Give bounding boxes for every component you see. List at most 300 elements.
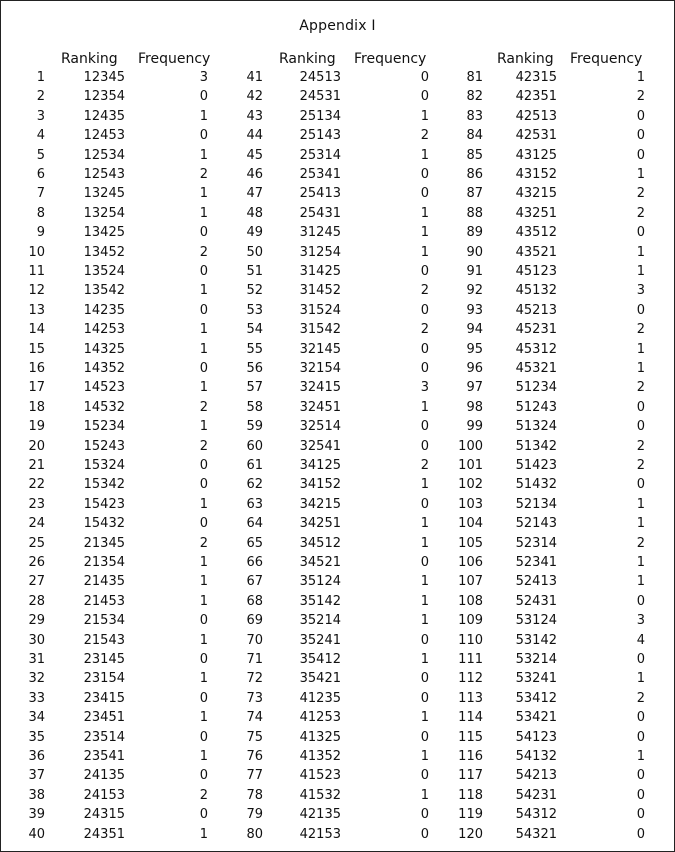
frequency-value: 1 — [636, 671, 645, 687]
frequency-header: Frequency — [354, 51, 427, 67]
frequency-value: 0 — [199, 652, 208, 667]
ranking-value: 54123 — [515, 729, 557, 745]
row-index: 33 — [28, 690, 45, 706]
row-index: 16 — [28, 361, 45, 376]
frequency-value: 0 — [199, 128, 208, 144]
row-index: 90 — [466, 244, 483, 260]
frequency-value: 1 — [420, 749, 429, 764]
ranking-value: 42531 — [515, 128, 557, 144]
ranking-value: 12354 — [83, 89, 125, 105]
frequency-value: 1 — [199, 283, 208, 299]
ranking-value: 35142 — [299, 593, 341, 609]
frequency-value: 0 — [420, 341, 429, 357]
frequency-value: 1 — [199, 632, 208, 648]
frequency-value: 0 — [420, 826, 429, 842]
ranking-value: 21435 — [83, 574, 125, 590]
row-index: 119 — [458, 807, 483, 823]
frequency-value: 1 — [636, 167, 645, 182]
frequency-value: 2 — [636, 690, 645, 706]
row-index: 109 — [458, 613, 483, 629]
frequency-value: 0 — [636, 729, 645, 745]
ranking-value: 45213 — [515, 302, 557, 318]
frequency-value: 0 — [420, 438, 429, 454]
frequency-value: 1 — [420, 710, 429, 726]
frequency-value: 1 — [636, 264, 645, 279]
row-index: 107 — [458, 574, 483, 590]
frequency-value: 1 — [199, 341, 208, 357]
ranking-value: 12534 — [83, 147, 125, 163]
row-index: 11 — [28, 264, 45, 279]
ranking-value: 12453 — [83, 128, 125, 144]
ranking-value: 32451 — [299, 399, 341, 415]
ranking-value: 14235 — [83, 302, 125, 318]
row-index: 58 — [246, 399, 263, 415]
row-index: 45 — [246, 147, 263, 163]
ranking-value: 15432 — [83, 516, 125, 532]
frequency-value: 0 — [420, 186, 429, 202]
frequency-value: 3 — [199, 70, 208, 85]
row-index: 24 — [28, 516, 45, 532]
ranking-value: 51234 — [515, 380, 557, 396]
frequency-value: 1 — [199, 671, 208, 687]
row-index: 20 — [28, 438, 45, 454]
frequency-value: 0 — [199, 302, 208, 318]
ranking-value: 25134 — [299, 108, 341, 124]
frequency-value: 3 — [636, 283, 645, 299]
ranking-value: 32154 — [299, 361, 341, 376]
frequency-value: 0 — [420, 807, 429, 823]
frequency-value: 0 — [636, 768, 645, 784]
row-index: 56 — [246, 361, 263, 376]
row-index: 50 — [246, 244, 263, 260]
frequency-value: 0 — [199, 264, 208, 279]
ranking-value: 53124 — [515, 613, 557, 629]
row-index: 100 — [458, 438, 483, 454]
ranking-value: 41253 — [299, 710, 341, 726]
frequency-value: 1 — [199, 593, 208, 609]
frequency-value: 1 — [420, 108, 429, 124]
ranking-value: 15243 — [83, 438, 125, 454]
row-index: 13 — [28, 302, 45, 318]
ranking-value: 41235 — [299, 690, 341, 706]
ranking-value: 15234 — [83, 419, 125, 435]
row-index: 70 — [246, 632, 263, 648]
row-index: 114 — [458, 710, 483, 726]
frequency-value: 0 — [420, 555, 429, 570]
ranking-value: 54231 — [515, 787, 557, 803]
row-index: 97 — [466, 380, 483, 396]
frequency-value: 0 — [636, 108, 645, 124]
ranking-value: 54312 — [515, 807, 557, 823]
frequency-value: 0 — [420, 264, 429, 279]
frequency-value: 2 — [420, 322, 429, 338]
row-index: 37 — [28, 768, 45, 784]
ranking-value: 35412 — [299, 652, 341, 667]
ranking-value: 41532 — [299, 787, 341, 803]
row-index: 30 — [28, 632, 45, 648]
frequency-value: 0 — [420, 496, 429, 512]
row-index: 27 — [28, 574, 45, 590]
ranking-value: 21453 — [83, 593, 125, 609]
frequency-value: 2 — [199, 167, 208, 182]
frequency-value: 3 — [636, 613, 645, 629]
frequency-value: 0 — [199, 516, 208, 532]
row-index: 48 — [246, 205, 263, 221]
row-index: 10 — [28, 244, 45, 260]
frequency-value: 0 — [420, 302, 429, 318]
ranking-value: 23145 — [83, 652, 125, 667]
row-index: 103 — [458, 496, 483, 512]
row-index: 22 — [28, 477, 45, 493]
row-index: 66 — [246, 555, 263, 570]
row-index: 34 — [28, 710, 45, 726]
row-index: 99 — [466, 419, 483, 435]
row-index: 15 — [28, 341, 45, 357]
frequency-value: 2 — [199, 244, 208, 260]
frequency-value: 1 — [636, 555, 645, 570]
ranking-value: 54213 — [515, 768, 557, 784]
row-index: 2 — [36, 89, 45, 105]
row-index: 120 — [458, 826, 483, 842]
row-index: 73 — [246, 690, 263, 706]
frequency-value: 2 — [420, 128, 429, 144]
row-index: 1 — [36, 70, 45, 85]
frequency-value: 1 — [420, 535, 429, 551]
frequency-value: 0 — [636, 652, 645, 667]
ranking-value: 32541 — [299, 438, 341, 454]
ranking-value: 35124 — [299, 574, 341, 590]
frequency-value: 0 — [420, 632, 429, 648]
ranking-value: 45231 — [515, 322, 557, 338]
row-index: 41 — [246, 70, 263, 85]
row-index: 18 — [28, 399, 45, 415]
ranking-value: 45321 — [515, 361, 557, 376]
frequency-value: 1 — [199, 205, 208, 221]
row-index: 80 — [246, 826, 263, 842]
row-index: 26 — [28, 555, 45, 570]
row-index: 106 — [458, 555, 483, 570]
ranking-value: 32514 — [299, 419, 341, 435]
ranking-value: 24351 — [83, 826, 125, 842]
ranking-value: 21534 — [83, 613, 125, 629]
ranking-value: 31542 — [299, 322, 341, 338]
row-index: 91 — [466, 264, 483, 279]
frequency-value: 1 — [636, 341, 645, 357]
row-index: 68 — [246, 593, 263, 609]
frequency-value: 1 — [420, 516, 429, 532]
ranking-value: 32145 — [299, 341, 341, 357]
frequency-value: 0 — [420, 89, 429, 105]
row-index: 8 — [36, 205, 45, 221]
row-index: 28 — [28, 593, 45, 609]
row-index: 49 — [246, 225, 263, 241]
ranking-value: 14352 — [83, 361, 125, 376]
row-index: 79 — [246, 807, 263, 823]
frequency-value: 2 — [636, 535, 645, 551]
ranking-value: 15423 — [83, 496, 125, 512]
row-index: 116 — [458, 749, 483, 764]
ranking-value: 53142 — [515, 632, 557, 648]
row-index: 96 — [466, 361, 483, 376]
row-index: 75 — [246, 729, 263, 745]
frequency-value: 2 — [636, 380, 645, 396]
frequency-value: 2 — [636, 89, 645, 105]
frequency-value: 1 — [199, 710, 208, 726]
row-index: 60 — [246, 438, 263, 454]
row-index: 51 — [246, 264, 263, 279]
frequency-value: 2 — [636, 205, 645, 221]
ranking-value: 35241 — [299, 632, 341, 648]
row-index: 23 — [28, 496, 45, 512]
row-index: 101 — [458, 458, 483, 473]
row-index: 61 — [246, 458, 263, 473]
row-index: 72 — [246, 671, 263, 687]
row-index: 102 — [458, 477, 483, 493]
frequency-value: 0 — [199, 361, 208, 376]
ranking-value: 52314 — [515, 535, 557, 551]
ranking-value: 42135 — [299, 807, 341, 823]
frequency-value: 0 — [636, 787, 645, 803]
frequency-value: 0 — [636, 225, 645, 241]
row-index: 117 — [458, 768, 483, 784]
ranking-value: 12543 — [83, 167, 125, 182]
frequency-value: 1 — [420, 477, 429, 493]
frequency-value: 0 — [199, 225, 208, 241]
ranking-value: 41325 — [299, 729, 341, 745]
ranking-value: 34251 — [299, 516, 341, 532]
ranking-value: 52134 — [515, 496, 557, 512]
frequency-value: 0 — [636, 399, 645, 415]
ranking-value: 43152 — [515, 167, 557, 182]
ranking-header: Ranking — [279, 51, 336, 67]
frequency-value: 1 — [420, 244, 429, 260]
row-index: 113 — [458, 690, 483, 706]
frequency-value: 1 — [420, 787, 429, 803]
ranking-value: 45123 — [515, 264, 557, 279]
frequency-value: 2 — [420, 283, 429, 299]
frequency-value: 0 — [636, 147, 645, 163]
frequency-value: 1 — [420, 613, 429, 629]
frequency-header: Frequency — [138, 51, 211, 67]
frequency-value: 0 — [420, 70, 429, 85]
frequency-value: 0 — [420, 671, 429, 687]
ranking-value: 14325 — [83, 341, 125, 357]
row-index: 110 — [458, 632, 483, 648]
ranking-value: 14253 — [83, 322, 125, 338]
frequency-value: 1 — [199, 380, 208, 396]
ranking-value: 34215 — [299, 496, 341, 512]
ranking-value: 15342 — [83, 477, 125, 493]
ranking-value: 13425 — [83, 225, 125, 241]
row-index: 77 — [246, 768, 263, 784]
ranking-value: 53412 — [515, 690, 557, 706]
frequency-value: 1 — [199, 186, 208, 202]
frequency-value: 0 — [420, 729, 429, 745]
row-index: 69 — [246, 613, 263, 629]
row-index: 86 — [466, 167, 483, 182]
ranking-value: 15324 — [83, 458, 125, 473]
row-index: 38 — [28, 787, 45, 803]
row-index: 115 — [458, 729, 483, 745]
ranking-header: Ranking — [497, 51, 554, 67]
ranking-value: 52341 — [515, 555, 557, 570]
row-index: 85 — [466, 147, 483, 163]
row-index: 83 — [466, 108, 483, 124]
row-index: 47 — [246, 186, 263, 202]
row-index: 31 — [28, 652, 45, 667]
frequency-header: Frequency — [570, 51, 643, 67]
ranking-value: 25413 — [299, 186, 341, 202]
frequency-value: 0 — [199, 807, 208, 823]
ranking-value: 31452 — [299, 283, 341, 299]
row-index: 42 — [246, 89, 263, 105]
ranking-value: 12345 — [83, 70, 125, 85]
frequency-value: 2 — [420, 458, 429, 473]
row-index: 59 — [246, 419, 263, 435]
frequency-value: 1 — [636, 70, 645, 85]
frequency-value: 1 — [420, 205, 429, 221]
ranking-value: 43521 — [515, 244, 557, 260]
frequency-value: 2 — [636, 186, 645, 202]
row-index: 5 — [36, 147, 45, 163]
row-index: 65 — [246, 535, 263, 551]
ranking-value: 23451 — [83, 710, 125, 726]
frequency-value: 2 — [199, 535, 208, 551]
ranking-value: 12435 — [83, 108, 125, 124]
frequency-value: 0 — [636, 419, 645, 435]
ranking-value: 23514 — [83, 729, 125, 745]
frequency-value: 1 — [420, 225, 429, 241]
ranking-value: 43125 — [515, 147, 557, 163]
ranking-value: 45312 — [515, 341, 557, 357]
frequency-value: 1 — [420, 399, 429, 415]
frequency-value: 3 — [420, 380, 429, 396]
ranking-value: 51243 — [515, 399, 557, 415]
row-index: 108 — [458, 593, 483, 609]
row-index: 93 — [466, 302, 483, 318]
row-index: 53 — [246, 302, 263, 318]
ranking-value: 41352 — [299, 749, 341, 764]
frequency-value: 1 — [199, 496, 208, 512]
row-index: 21 — [28, 458, 45, 473]
frequency-value: 1 — [199, 749, 208, 764]
row-index: 118 — [458, 787, 483, 803]
frequency-value: 1 — [420, 574, 429, 590]
row-index: 55 — [246, 341, 263, 357]
frequency-value: 1 — [420, 593, 429, 609]
row-index: 43 — [246, 108, 263, 124]
row-index: 14 — [28, 322, 45, 338]
ranking-value: 13542 — [83, 283, 125, 299]
row-index: 104 — [458, 516, 483, 532]
frequency-value: 2 — [636, 438, 645, 454]
ranking-value: 51342 — [515, 438, 557, 454]
ranking-value: 34521 — [299, 555, 341, 570]
frequency-value: 0 — [199, 89, 208, 105]
row-index: 81 — [466, 70, 483, 85]
ranking-value: 34512 — [299, 535, 341, 551]
row-index: 76 — [246, 749, 263, 764]
row-index: 63 — [246, 496, 263, 512]
row-index: 36 — [28, 749, 45, 764]
ranking-value: 51423 — [515, 458, 557, 473]
row-index: 98 — [466, 399, 483, 415]
ranking-value: 14532 — [83, 399, 125, 415]
row-index: 88 — [466, 205, 483, 221]
ranking-value: 24315 — [83, 807, 125, 823]
page-title: Appendix I — [299, 18, 376, 34]
ranking-value: 24513 — [299, 70, 341, 85]
frequency-value: 0 — [636, 128, 645, 144]
ranking-value: 25143 — [299, 128, 341, 144]
ranking-value: 43215 — [515, 186, 557, 202]
frequency-value: 0 — [420, 690, 429, 706]
ranking-value: 42513 — [515, 108, 557, 124]
frequency-value: 1 — [636, 749, 645, 764]
ranking-value: 42153 — [299, 826, 341, 842]
ranking-value: 51432 — [515, 477, 557, 493]
ranking-value: 53241 — [515, 671, 557, 687]
ranking-value: 24153 — [83, 787, 125, 803]
frequency-value: 1 — [199, 322, 208, 338]
ranking-value: 52143 — [515, 516, 557, 532]
ranking-value: 25314 — [299, 147, 341, 163]
ranking-value: 54321 — [515, 826, 557, 842]
row-index: 94 — [466, 322, 483, 338]
row-index: 17 — [28, 380, 45, 396]
ranking-value: 52431 — [515, 593, 557, 609]
frequency-value: 0 — [636, 826, 645, 842]
ranking-value: 54132 — [515, 749, 557, 764]
row-index: 67 — [246, 574, 263, 590]
frequency-value: 2 — [199, 438, 208, 454]
row-index: 3 — [36, 108, 45, 124]
frequency-value: 1 — [420, 652, 429, 667]
frequency-value: 0 — [199, 613, 208, 629]
frequency-value: 0 — [420, 361, 429, 376]
ranking-value: 51324 — [515, 419, 557, 435]
ranking-value: 25431 — [299, 205, 341, 221]
ranking-value: 42351 — [515, 89, 557, 105]
ranking-value: 13524 — [83, 264, 125, 279]
ranking-value: 31524 — [299, 302, 341, 318]
row-index: 64 — [246, 516, 263, 532]
ranking-value: 23154 — [83, 671, 125, 687]
frequency-value: 0 — [420, 768, 429, 784]
ranking-value: 24135 — [83, 768, 125, 784]
row-index: 39 — [28, 807, 45, 823]
ranking-value: 42315 — [515, 70, 557, 85]
ranking-value: 31254 — [299, 244, 341, 260]
frequency-value: 1 — [199, 108, 208, 124]
frequency-value: 1 — [636, 496, 645, 512]
row-index: 78 — [246, 787, 263, 803]
row-index: 19 — [28, 419, 45, 435]
ranking-value: 34152 — [299, 477, 341, 493]
row-index: 57 — [246, 380, 263, 396]
frequency-value: 0 — [199, 729, 208, 745]
ranking-value: 13245 — [83, 186, 125, 202]
frequency-value: 0 — [420, 419, 429, 435]
row-index: 71 — [246, 652, 263, 667]
row-index: 95 — [466, 341, 483, 357]
row-index: 84 — [466, 128, 483, 144]
row-index: 89 — [466, 225, 483, 241]
ranking-value: 25341 — [299, 167, 341, 182]
row-index: 46 — [246, 167, 263, 182]
row-index: 54 — [246, 322, 263, 338]
frequency-value: 1 — [636, 574, 645, 590]
